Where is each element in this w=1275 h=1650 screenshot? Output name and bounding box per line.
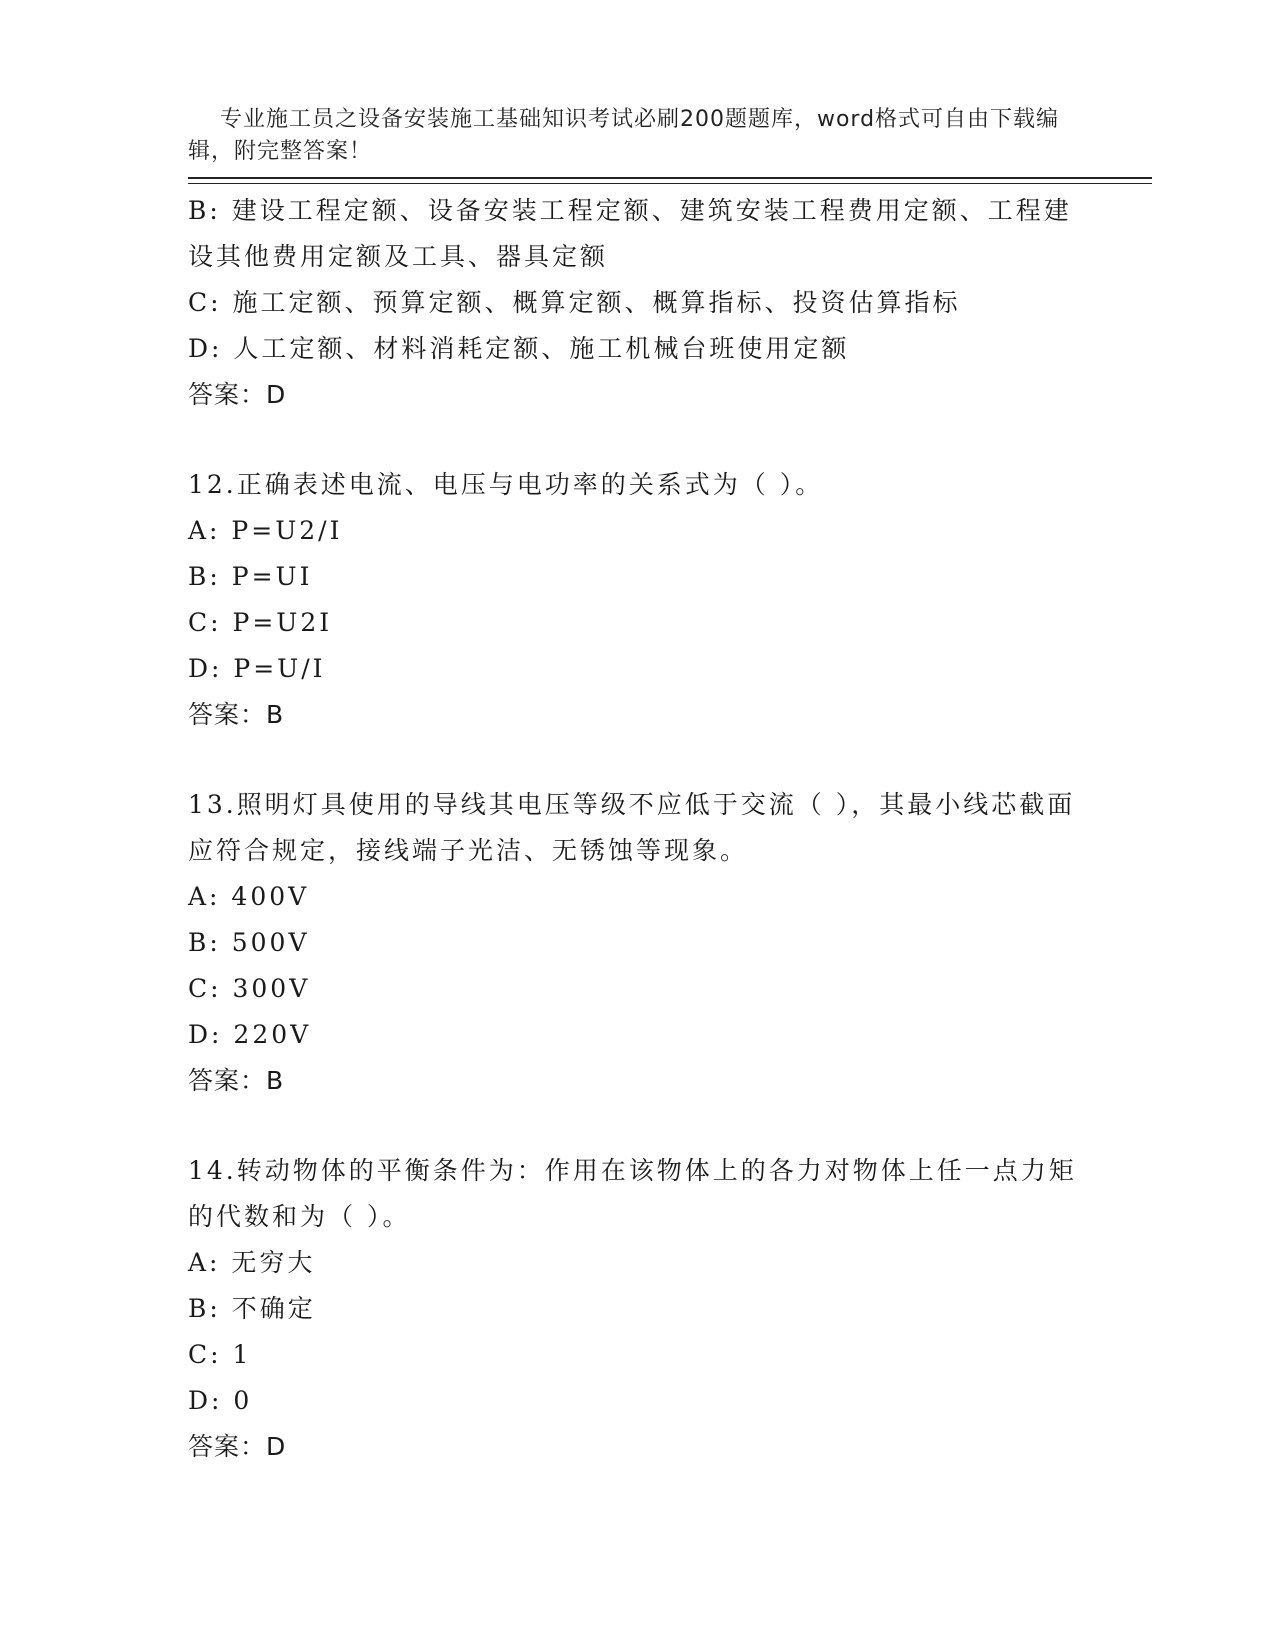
- header-divider-thin: [188, 183, 1152, 184]
- option-d: D: P=U/I: [188, 654, 326, 683]
- option-a: A: P=U2/I: [188, 516, 343, 545]
- option-a: A: 400V: [188, 882, 310, 911]
- header-title: 专业施工员之设备安装施工基础知识考试必刷200题题库，word格式可自由下载编辑，附完整答案！: [188, 107, 1060, 164]
- option-d: D: 人工定额、材料消耗定额、施工机械台班使用定额: [188, 334, 850, 363]
- option-c: C: P=U2I: [188, 608, 333, 637]
- question-text: 14.转动物体的平衡条件为：作用在该物体上的各力对物体上任一点力矩的代数和为（ ）。: [188, 1156, 1077, 1231]
- question-text: 13.照明灯具使用的导线其电压等级不应低于交流（ ），其最小线芯截面应符合规定，接线端子光洁、无锈蚀等现象。: [188, 790, 1076, 865]
- header-divider-thick: [188, 177, 1152, 179]
- document-header: [188, 72, 1068, 200]
- question-13: [188, 782, 1088, 1104]
- answer-line: 答案：B: [188, 700, 285, 729]
- option-d: D: 0: [188, 1386, 253, 1415]
- question-content: [188, 188, 1088, 1470]
- answer-line: 答案：D: [188, 380, 287, 409]
- option-a: A: 无穷大: [188, 1248, 316, 1277]
- option-c: C: 300V: [188, 974, 311, 1003]
- option-b: B: P=UI: [188, 562, 313, 591]
- option-d: D: 220V: [188, 1020, 312, 1049]
- question-12: [188, 462, 1088, 738]
- option-b: B: 500V: [188, 928, 310, 957]
- question-11-continuation: [188, 188, 1088, 418]
- question-14: [188, 1148, 1088, 1470]
- option-b: B: 不确定: [188, 1294, 316, 1323]
- question-text: 12.正确表述电流、电压与电功率的关系式为（ ）。: [188, 470, 824, 499]
- answer-line: 答案：B: [188, 1066, 285, 1095]
- option-c: C: 1: [188, 1340, 252, 1369]
- answer-line: 答案：D: [188, 1432, 287, 1461]
- option-b: B: 建设工程定额、设备安装工程定额、建筑安装工程费用定额、工程建设其他费用定额及工具、器具定额: [188, 196, 1072, 271]
- option-c: C: 施工定额、预算定额、概算定额、概算指标、投资估算指标: [188, 288, 961, 317]
